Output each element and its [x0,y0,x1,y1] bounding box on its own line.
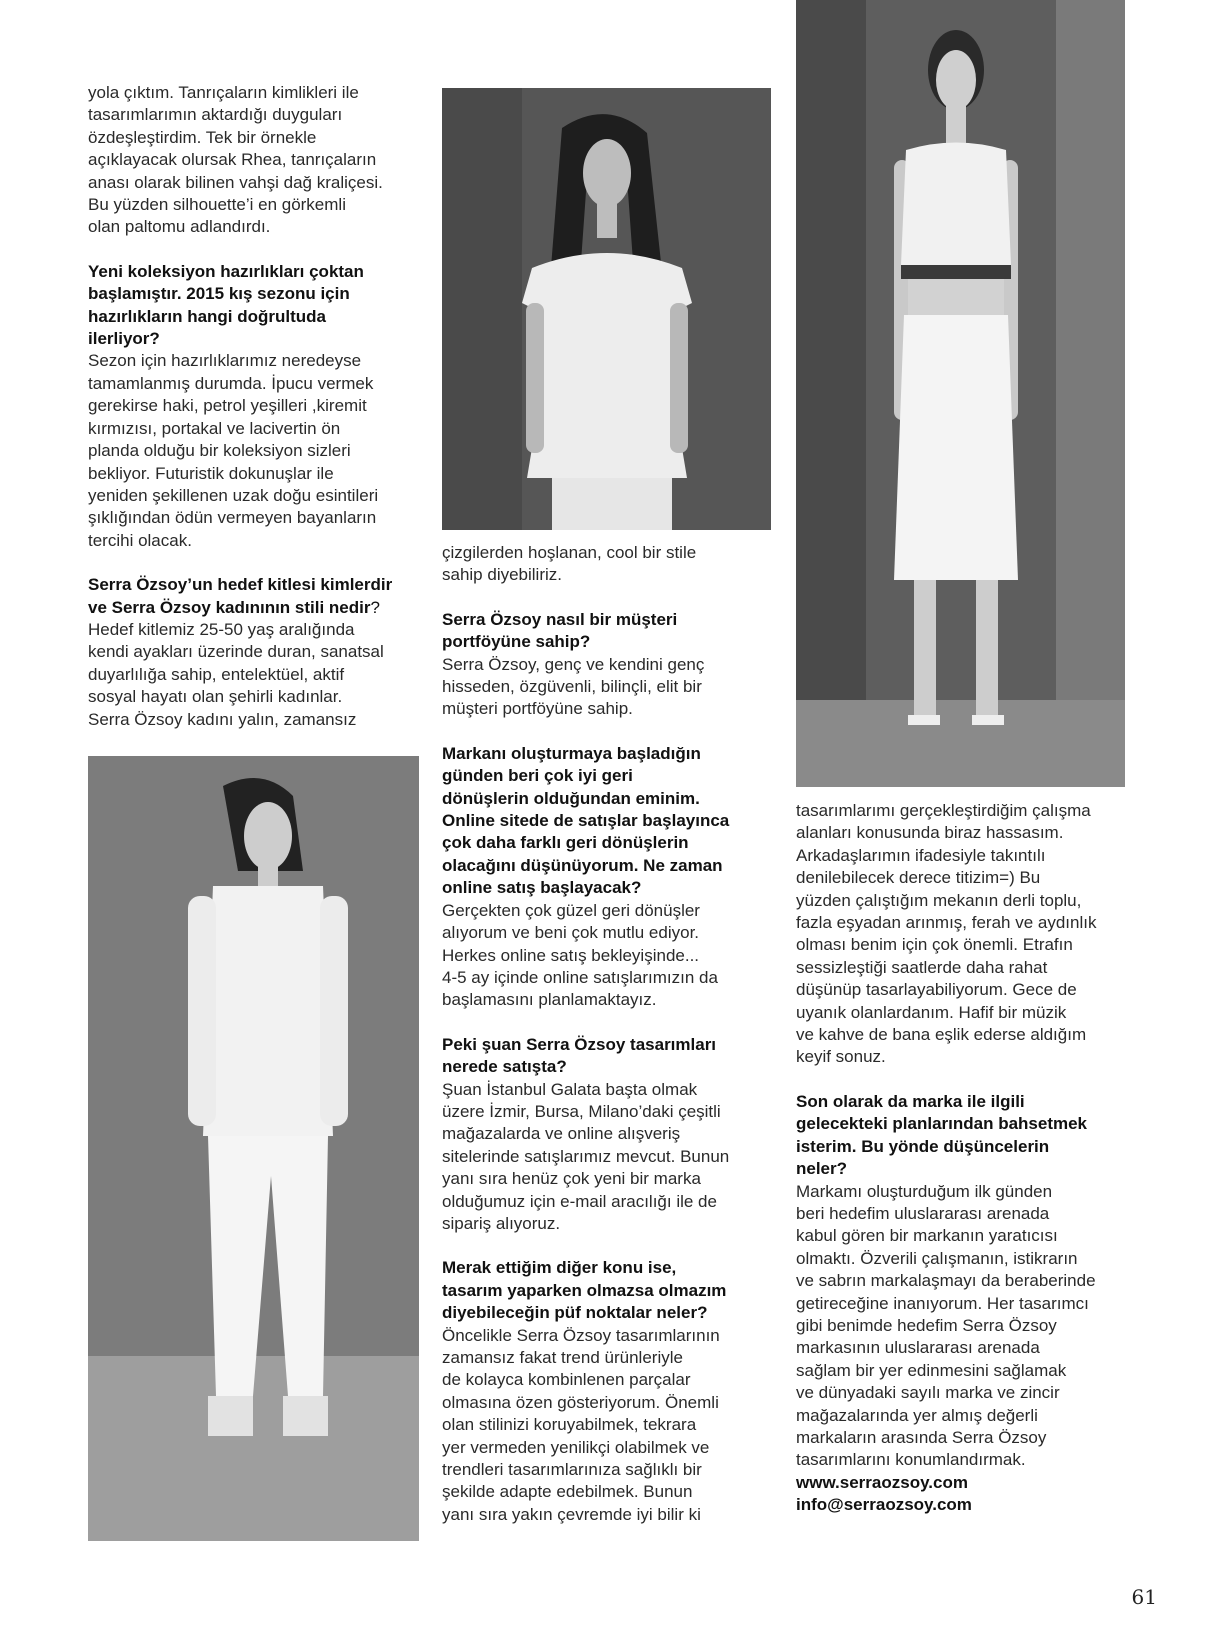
website-link[interactable]: www.serraozsoy.com [796,1472,968,1492]
question-future-plans: Son olarak da marka ile ilgili gelecekteki planlarından bahsetmek isterim. Bu yönde düşüncelerin neler? [796,1091,1088,1179]
photo-model-crop-top-skirt [796,0,1125,787]
answer-online-sales: Gerçekten çok güzel geri dönüşler alıyorum ve beni çok mutlu ediyor. Herkes online satış bekleyişinde... 4-5 ay içinde online satışlarımızın da başlamasını planlamaktayız. [442,900,718,1010]
question-online-sales: Markanı oluşturmaya başladığın günden beri çok iyi geri dönüşlerin olduğundan eminim. Online sitede de satışlar başlayınca çok daha farklı geri dönüşlerin olacağını düşünüyorum. Ne zaman online satış başlayacak? [442,743,730,898]
answer-where-sold: Şuan İstanbul Galata başta olmak üzere İzmir, Bursa, Milano’daki çeşitli mağazalarda ve online alışveriş sitelerinde satışlarımız mevcut. Bunun yanı sıra henüz çok yeni bir marka olduğumuz için e-mail aracılığı ile de sipariş alıyoruz. [442,1079,730,1233]
question-collection-preparation: Yeni koleksiyon hazırlıkları çoktan başlamıştır. 2015 kış sezonu için hazırlıkların hangi doğrultuda ilerliyor? [88,261,364,349]
question-where-sold: Peki şuan Serra Özsoy tasarımları nerede satışta? [442,1034,717,1077]
answer-target-audience: Hedef kitlemiz 25-50 yaş aralığında kendi ayakları üzerinde duran, sanatsal duyarlılığa sahip, entelektüel, aktif sosyal hayatı olan şehirli kadınlar. Serra Özsoy kadını yalın, zamansız [88,619,384,729]
column-3 [796,800,1131,1517]
answer-future-plans: Markamı oluşturduğum ilk günden beri hedefim uluslararası arenada kabul gören bir markanın yaratıcısı olmaktı. Özverili çalışmanın, istikrarın ve sabrın markalaşmayı da beraberinde getireceğine inanıyorum. Her tasarımcı gibi benimde hedefim Serra Özsoy markasının uluslararası arenada sağlam bir yer edinmesini sağlamak ve dünyadaki sayılı marka ve zincir mağazalarında yer almış değerli markaların arasında Serra Özsoy tasarımlarını konumlandırmak. [796,1181,1096,1470]
answer-design-essentials: Öncelikle Serra Özsoy tasarımlarının zamansız fakat trend ürünleriyle de kolayca kombinlenen parçalar olmasına özen gösteriyorum. Önemli olan stilinizi koruyabilmek, tekrara yer vermeden yenilikçi olabilmek ve trendleri tasarımlarınıza sağlıklı bir şekilde adapte edebilmek. Bunun yanı sıra yakın çevremde iyi bilir ki [442,1325,720,1524]
question-customer-portfolio: Serra Özsoy nasıl bir müşteri portföyüne sahip? [442,609,678,652]
answer-target-audience-continued: çizgilerden hoşlanan, cool bir stile sahip diyebiliriz. [442,543,697,585]
answer-customer-portfolio: Serra Özsoy, genç ve kendini genç hisseden, özgüvenli, bilinçli, elit bir müşteri portföyüne sahip. [442,654,705,719]
photo-model-shirt-trousers [88,756,419,1541]
photo-model-ruffle-top [442,88,771,530]
intro-paragraph: yola çıktım. Tanrıçaların kimlikleri ile tasarımlarımın aktardığı duyguları özdeşleştirdim. Tek bir örnekle açıklayacak olursak Rhea, tanrıçaların anası olarak bilinen vahşi dağ kraliçesi. Bu yüzden silhouette’i en görkemli olan paltomu adlandırdı. [88,83,383,237]
answer-design-essentials-continued: tasarımlarımı gerçekleştirdiğim çalışma alanları konusunda biraz hassasım. Arkadaşlarımın ifadesiyle takıntılı denilebilecek derece titizim=) Bu yüzden çalıştığım mekanın derli toplu, fazla eşyadan arınmış, ferah ve aydınlık olması benim için çok önemli. Etrafın sessizleştiği saatlerde daha rahat düşünüp tasarlayabiliyorum. Gece de uyanık olanlardanım. Hafif bir müzik ve kahve de bana eşlik ederse aldığım keyif sonuz. [796,801,1097,1067]
column-2 [442,542,777,1526]
email-link[interactable]: info@serraozsoy.com [796,1495,972,1515]
page-number: 61 [1131,1585,1157,1609]
question-design-essentials: Merak ettiğim diğer konu ise, tasarım yaparken olmazsa olmazım diyebileceğin püf noktalar neler? [442,1258,727,1323]
column-1 [88,82,423,731]
question-target-audience: Serra Özsoy’un hedef kitlesi kimlerdir ve Serra Özsoy kadınının stili nedir? [88,575,393,617]
answer-collection-preparation: Sezon için hazırlıklarımız neredeyse tamamlanmış durumda. İpucu vermek gerekirse haki, petrol yeşilleri ,kiremit kırmızısı, portakal ve lacivertin ön planda olduğu bir koleksiyon sizleri bekliyor. Futuristik dokunuşlar ile yeniden şekillenen uzak doğu esintileri şıklığından ödün vermeyen bayanların tercihi olacak. [88,351,379,550]
